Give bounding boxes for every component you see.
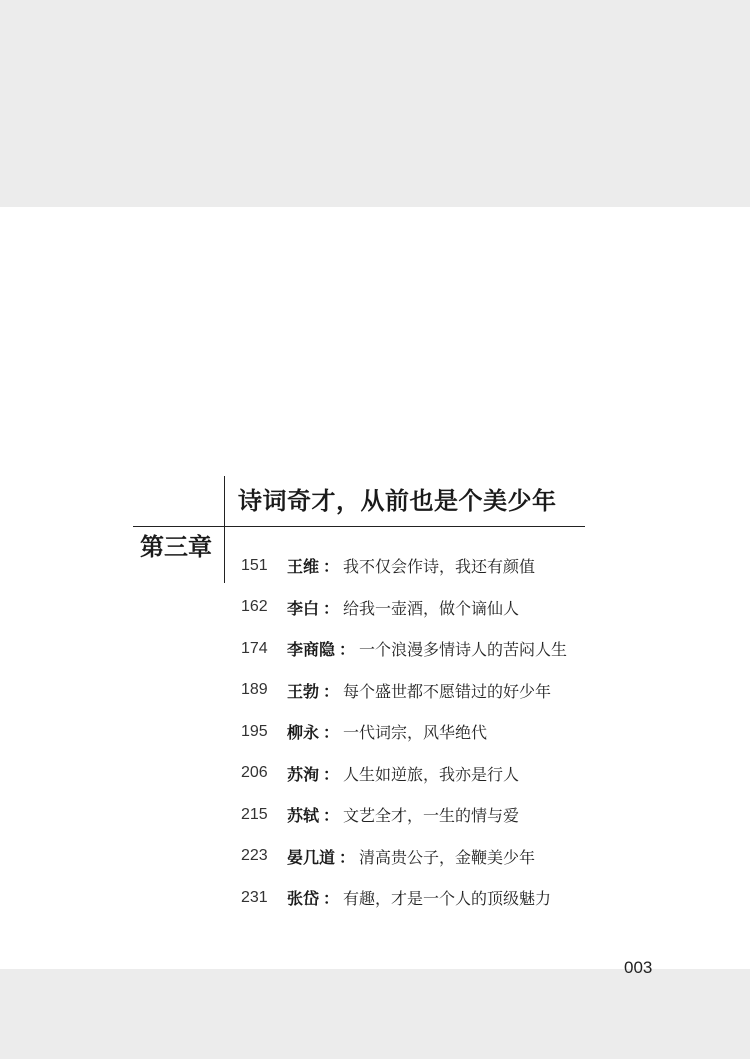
chapter-label: 第三章: [140, 532, 212, 561]
toc-description: 人生如逆旅，我亦是行人: [343, 764, 520, 784]
toc-page-number: 174: [241, 639, 268, 657]
toc-separator: ：: [339, 847, 356, 867]
toc-poet-name: 苏洵: [287, 764, 320, 784]
toc-description: 一个浪漫多情诗人的苦闷人生: [359, 640, 568, 660]
toc-separator: ：: [323, 598, 340, 618]
toc-page-number: 231: [241, 888, 268, 906]
toc-description: 我不仅会作诗，我还有颜值: [343, 557, 536, 577]
toc-page-number: 189: [241, 681, 268, 699]
toc-entry[interactable]: [241, 545, 567, 587]
toc-entry[interactable]: [241, 794, 567, 836]
toc-poet-name: 王维: [287, 557, 320, 577]
top-margin-band: [0, 0, 750, 207]
toc-separator: ：: [323, 557, 340, 577]
toc-description: 清高贵公子，金鞭美少年: [359, 847, 536, 867]
toc-page-number: 195: [241, 722, 268, 740]
toc-entry[interactable]: [241, 877, 567, 919]
toc-page-number: 223: [241, 847, 268, 865]
table-of-contents: [241, 545, 567, 919]
toc-description: 给我一壶酒，做个谪仙人: [343, 598, 520, 618]
toc-separator: ：: [323, 681, 340, 701]
toc-entry[interactable]: [241, 711, 567, 753]
toc-separator: ：: [339, 640, 356, 660]
horizontal-divider: [133, 526, 585, 527]
toc-separator: ：: [323, 723, 340, 743]
toc-entry[interactable]: [241, 587, 567, 629]
toc-entry[interactable]: [241, 836, 567, 878]
toc-description: 每个盛世都不愿错过的好少年: [343, 681, 552, 701]
toc-separator: ：: [323, 806, 340, 826]
bottom-margin-band: [0, 969, 750, 1059]
toc-entry[interactable]: [241, 670, 567, 712]
toc-description: 有趣，才是一个人的顶级魅力: [343, 889, 552, 909]
toc-separator: ：: [323, 764, 340, 784]
toc-entry[interactable]: [241, 628, 567, 670]
page-number: 003: [624, 958, 653, 977]
toc-entry[interactable]: [241, 753, 567, 795]
toc-poet-name: 柳永: [287, 723, 320, 743]
toc-page-number: 151: [241, 556, 268, 574]
section-title: 诗词奇才，从前也是个美少年: [238, 486, 557, 515]
toc-page-number: 215: [241, 805, 268, 823]
toc-separator: ：: [323, 889, 340, 909]
toc-poet-name: 晏几道: [287, 847, 336, 867]
toc-poet-name: 李白: [287, 598, 320, 618]
toc-page-number: 206: [241, 764, 268, 782]
toc-poet-name: 王勃: [287, 681, 320, 701]
vertical-divider: [224, 476, 225, 583]
toc-description: 一代词宗，风华绝代: [343, 723, 488, 743]
toc-poet-name: 李商隐: [287, 640, 336, 660]
toc-poet-name: 苏轼: [287, 806, 320, 826]
toc-description: 文艺全才，一生的情与爱: [343, 806, 520, 826]
toc-page-number: 162: [241, 598, 268, 616]
toc-poet-name: 张岱: [287, 889, 320, 909]
